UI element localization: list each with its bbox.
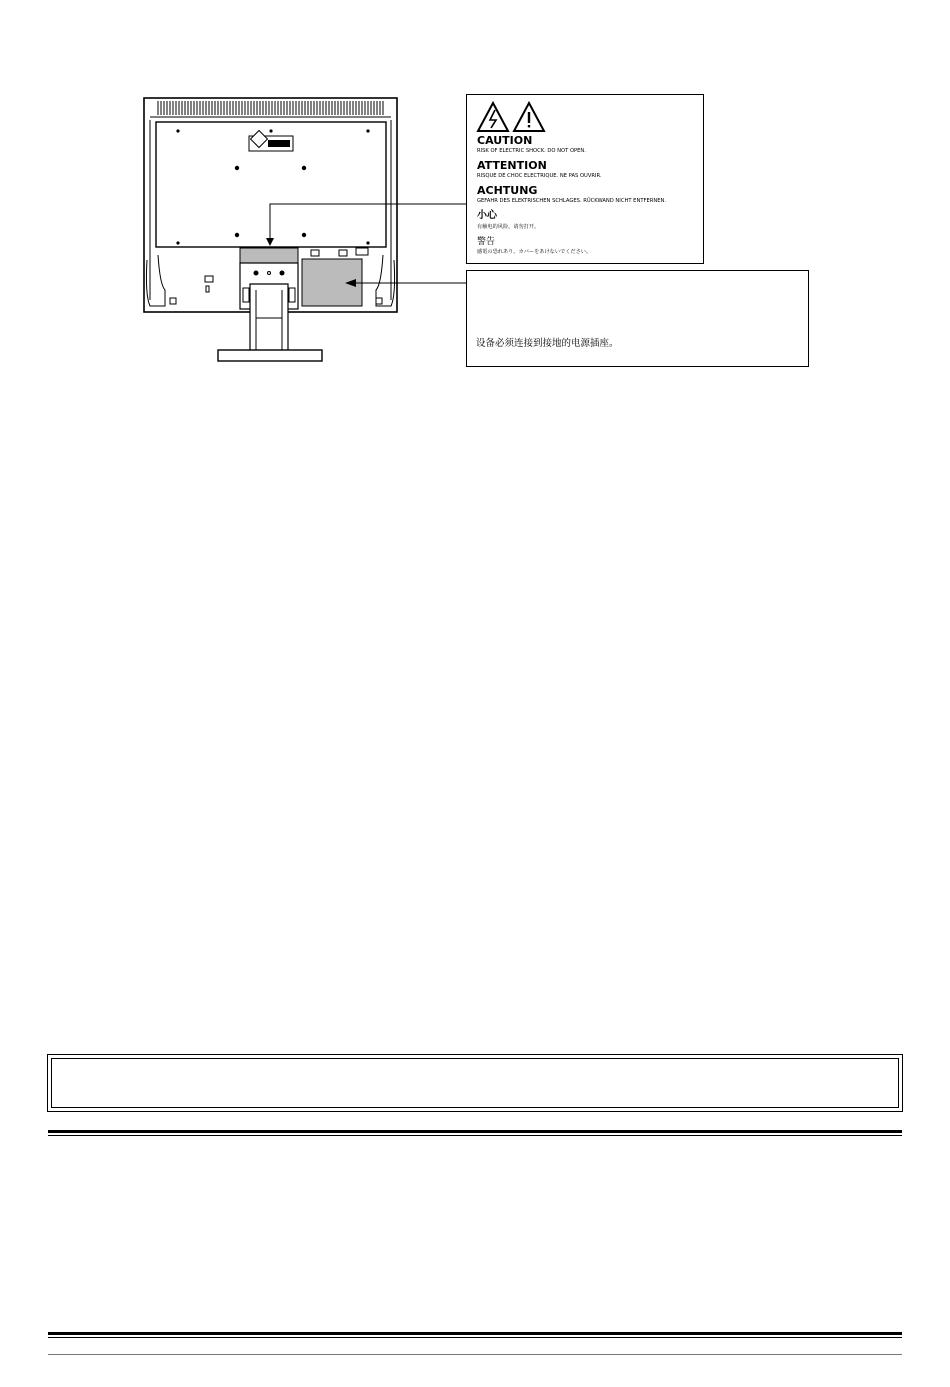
achtung-text: GEFAHR DES ELEKTRISCHEN SCHLAGES. RÜCKWAND NICHT ENTFERNEN. [477, 198, 667, 204]
warning-label [466, 94, 704, 264]
chinese-title: 小心 [477, 210, 497, 221]
japanese-title: 警告 [477, 237, 496, 247]
grounding-text: 设备必须连接到接地的电源插座。 [476, 338, 619, 349]
caution-text: RISK OF ELECTRIC SHOCK. DO NOT OPEN. [477, 148, 586, 154]
japanese-text: 感電の恐れあり。カバーをあけないでください。 [477, 249, 592, 255]
section-rule-thick-top [48, 1130, 902, 1133]
electric-shock-icon [478, 103, 508, 131]
attention-title: ATTENTION [477, 159, 547, 172]
note-box [47, 1054, 903, 1112]
section-rule-thin-bottom [48, 1337, 902, 1338]
achtung-title: ACHTUNG [477, 184, 538, 197]
warning-symbols [476, 101, 548, 133]
section-rule-thin-top [48, 1135, 902, 1136]
grounding-label [466, 270, 809, 367]
caution-title: CAUTION [477, 134, 533, 147]
footer-rule [48, 1354, 902, 1355]
chinese-text: 有触电的风险。请勿打开。 [477, 224, 540, 230]
panel-label-area [240, 248, 298, 263]
note-box-inner [51, 1058, 899, 1108]
stand-base [218, 350, 322, 361]
attention-text: RISQUE DE CHOC ELECTRIQUE. NE PAS OUVRIR. [477, 173, 602, 179]
section-rule-thick-bottom [48, 1332, 902, 1335]
